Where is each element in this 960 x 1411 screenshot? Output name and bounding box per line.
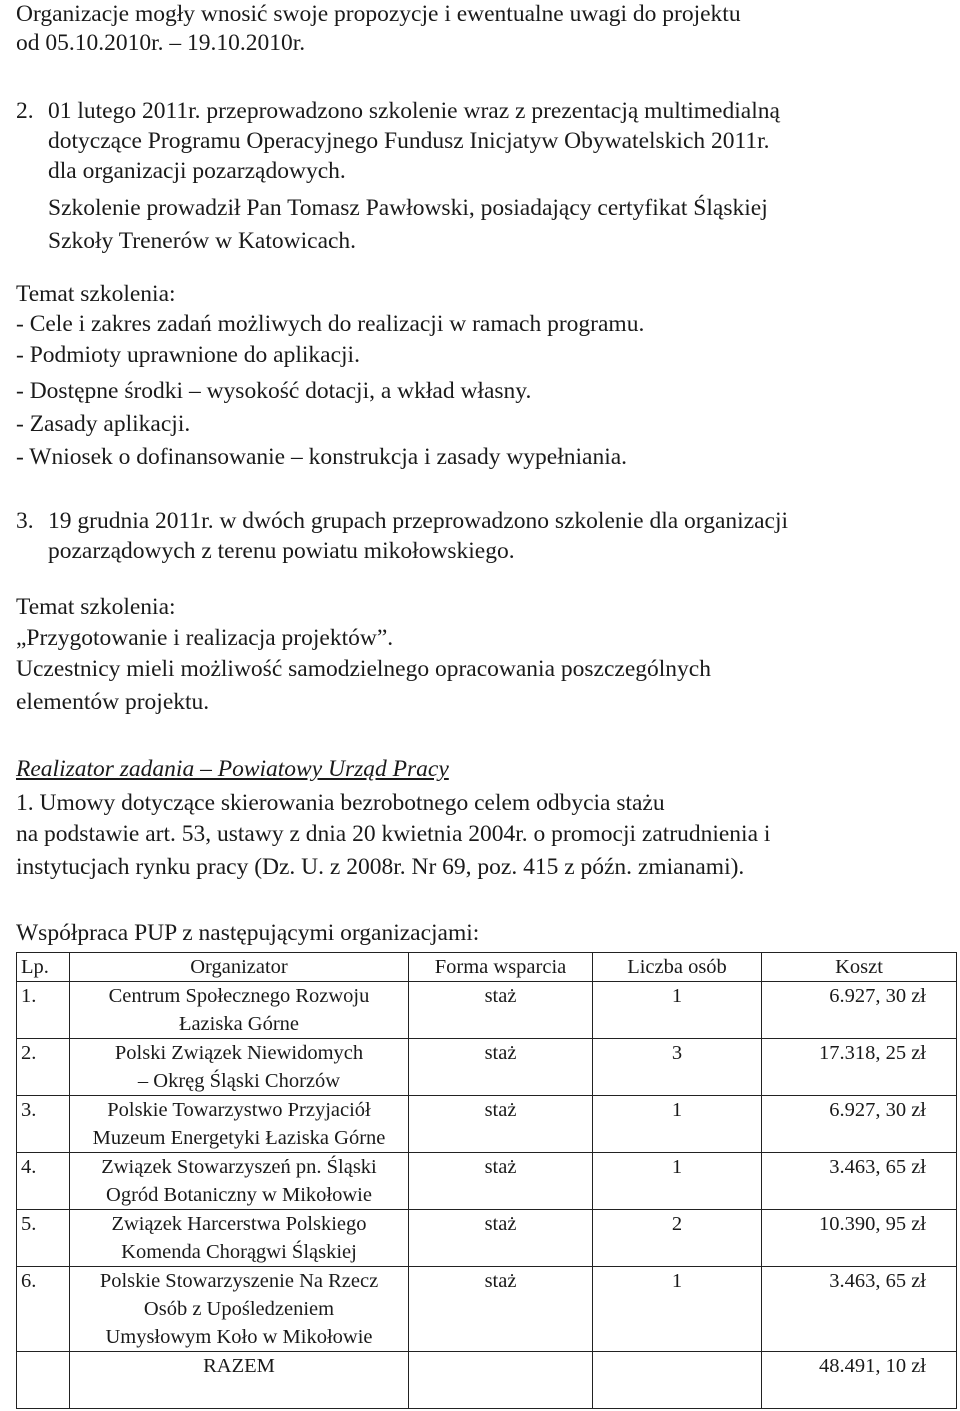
column-header-cost: Koszt (762, 953, 957, 982)
item2-topic: - Zasady aplikacji. (16, 411, 191, 437)
item2-line-2: dotyczące Programu Operacyjnego Fundusz Inicjatyw Obywatelskich 2011r. (48, 128, 770, 154)
total-empty-cell (17, 1352, 70, 1409)
row-cost: 6.927, 30 zł (762, 1096, 957, 1153)
row-cost: 6.927, 30 zł (762, 982, 957, 1039)
table-row (17, 1267, 957, 1352)
table-header-row (17, 953, 957, 982)
row-person-count: 3 (593, 1039, 762, 1096)
item3-line-1 (16, 507, 788, 536)
row-person-count: 2 (593, 1210, 762, 1267)
organizer-line: – Okręg Śląski Chorzów (137, 1070, 341, 1092)
intro-line-1: Organizacje mogły wnosić swoje propozycje i ewentualne uwagi do projektu (16, 1, 741, 27)
organizer-line: Ogród Botaniczny w Mikołowie (106, 1184, 372, 1206)
row-support-form: staż (409, 982, 593, 1039)
row-cost: 3.463, 65 zł (762, 1153, 957, 1210)
row-lp: 3. (17, 1096, 70, 1153)
total-label: RAZEM (70, 1352, 409, 1409)
row-person-count: 1 (593, 982, 762, 1039)
intro-line-2: od 05.10.2010r. – 19.10.2010r. (16, 30, 306, 56)
item2-line-3: dla organizacji pozarządowych. (48, 158, 346, 184)
column-header-lp: Lp. (17, 953, 70, 982)
item3-topic: „Przygotowanie i realizacja projektów”. (16, 625, 394, 651)
row-lp: 1. (17, 982, 70, 1039)
table-row (17, 982, 957, 1039)
item2-topic: - Podmioty uprawnione do aplikacji. (16, 342, 360, 368)
row-cost: 3.463, 65 zł (762, 1267, 957, 1352)
item2-line-1 (16, 97, 780, 126)
item2-number: 2. (16, 98, 34, 124)
row-organizer (70, 1039, 409, 1096)
row-support-form: staż (409, 1153, 593, 1210)
row-cost: 10.390, 95 zł (762, 1210, 957, 1267)
item2-text-1: 01 lutego 2011r. przeprowadzono szkolenie wraz z prezentacją multimedialną (48, 98, 780, 124)
row-support-form: staż (409, 1039, 593, 1096)
row-lp: 6. (17, 1267, 70, 1352)
row-support-form: staż (409, 1267, 593, 1352)
table-row (17, 1153, 957, 1210)
item2-topic: - Cele i zakres zadań możliwych do realizacji w ramach programu. (16, 311, 645, 337)
item3-participants-2: elementów projektu. (16, 689, 210, 715)
item2-trainer-1: Szkolenie prowadził Pan Tomasz Pawłowski, posiadający certyfikat Śląskiej (48, 195, 768, 221)
item2-topic-label: Temat szkolenia: (16, 281, 176, 307)
organizer-line: Muzeum Energetyki Łaziska Górne (92, 1127, 386, 1149)
cooperation-heading: Współpraca PUP z następującymi organizacjami: (16, 920, 480, 946)
row-organizer (70, 982, 409, 1039)
table-total-row (17, 1352, 957, 1409)
row-cost: 17.318, 25 zł (762, 1039, 957, 1096)
column-header-support-form: Forma wsparcia (409, 953, 593, 982)
item2-trainer-2: Szkoły Trenerów w Katowicach. (48, 228, 357, 254)
row-person-count: 1 (593, 1267, 762, 1352)
table-row (17, 1210, 957, 1267)
table-row (17, 1096, 957, 1153)
row-lp: 2. (17, 1039, 70, 1096)
row-lp: 5. (17, 1210, 70, 1267)
column-header-person-count: Liczba osób (593, 953, 762, 982)
realizator-line-3: instytucjach rynku pracy (Dz. U. z 2008r. Nr 69, poz. 415 z późn. zmianami). (16, 854, 745, 880)
row-person-count: 1 (593, 1153, 762, 1210)
item3-text-1: 19 grudnia 2011r. w dwóch grupach przeprowadzono szkolenie dla organizacji (48, 508, 789, 534)
item2-topic: - Dostępne środki – wysokość dotacji, a wkład własny. (16, 378, 532, 404)
row-support-form: staż (409, 1210, 593, 1267)
table-row (17, 1039, 957, 1096)
total-cost: 48.491, 10 zł (762, 1352, 957, 1409)
row-person-count: 1 (593, 1096, 762, 1153)
organizer-line: Osób z Upośledzeniem (143, 1298, 335, 1320)
organizer-line: Polski Związek Niewidomych (114, 1042, 364, 1064)
organizer-line: Związek Stowarzyszeń pn. Śląski (101, 1156, 377, 1178)
row-lp: 4. (17, 1153, 70, 1210)
organizer-line: Polskie Stowarzyszenie Na Rzecz (99, 1270, 379, 1292)
item3-participants-1: Uczestnicy mieli możliwość samodzielnego opracowania poszczególnych (16, 656, 711, 682)
realizator-line-1: 1. Umowy dotyczące skierowania bezrobotnego celem odbycia stażu (16, 790, 665, 816)
row-organizer (70, 1267, 409, 1352)
organizer-line: Łaziska Górne (178, 1013, 300, 1035)
row-support-form: staż (409, 1096, 593, 1153)
organizer-line: Komenda Chorągwi Śląskiej (121, 1241, 357, 1263)
item3-topic-label: Temat szkolenia: (16, 594, 176, 620)
cooperation-table (16, 952, 957, 1409)
item3-line-2: pozarządowych z terenu powiatu mikołowskiego. (48, 538, 515, 564)
column-header-organizer: Organizator (70, 953, 409, 982)
item3-number: 3. (16, 508, 34, 534)
total-empty-cell (409, 1352, 593, 1409)
item2-topic: - Wniosek o dofinansowanie – konstrukcja i zasady wypełniania. (16, 444, 628, 470)
organizer-line: Polskie Towarzystwo Przyjaciół (107, 1099, 371, 1121)
row-organizer (70, 1210, 409, 1267)
organizer-line: Umysłowym Koło w Mikołowie (105, 1326, 373, 1348)
organizer-line: Centrum Społecznego Rozwoju (108, 985, 370, 1007)
row-organizer (70, 1153, 409, 1210)
total-empty-cell (593, 1352, 762, 1409)
row-organizer (70, 1096, 409, 1153)
realizator-heading: Realizator zadania – Powiatowy Urząd Pracy (16, 756, 449, 782)
realizator-line-2: na podstawie art. 53, ustawy z dnia 20 kwietnia 2004r. o promocji zatrudnienia i (16, 821, 771, 847)
organizer-line: Związek Harcerstwa Polskiego (111, 1213, 367, 1235)
